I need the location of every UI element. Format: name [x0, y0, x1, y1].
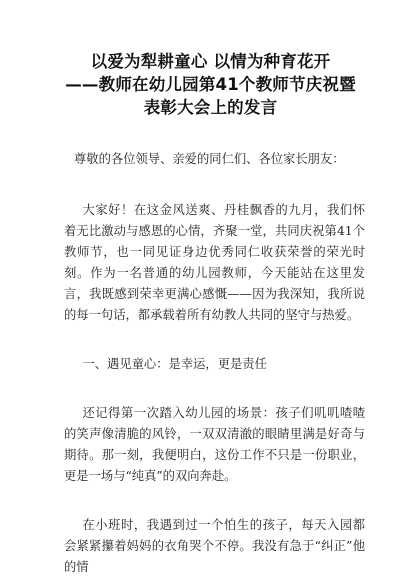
title-line-1: 以爱为犁耕童心 以情为种育花开 [90, 52, 331, 71]
title-line-3: 表彰大会上的发言 [143, 98, 278, 117]
section-heading: 一、遇见童心：是幸运，更是责任 [82, 357, 267, 371]
document-title [50, 50, 371, 119]
paragraph-opening: 大家好！在这金风送爽、丹桂飘香的九月，我们怀着无比激动与感恩的心情，齐聚一堂，共同庆祝第41个教师节，也一同见证身边优秀同仁收获荣誉的荣光时刻。作为一名普通的幼儿园教师，今天能站在这里发言，我既感到荣幸更满心感慨——因为我深知，我所说的每一句话，都承载着所有幼教人共同的坚守与热爱。 [64, 203, 365, 322]
greeting: 尊敬的各位领导、亲爱的同仁们、各位家长朋友： [74, 152, 345, 166]
title-line-2: ——教师在幼儿园第41个教师节庆祝暨 [65, 75, 356, 94]
paragraph-story: 在小班时，我遇到过一个怕生的孩子，每天入园都会紧紧攥着妈妈的衣角哭个不停。我没有急于“纠正”他的情 [64, 518, 365, 574]
paragraph-memory: 还记得第一次踏入幼儿园的场景：孩子们叽叽喳喳的笑声像清脆的风铃，一双双清澈的眼睛里满是好奇与期待。那一刻，我便明白，这份工作不只是一份职业，更是一场与“纯真”的双向奔赴。 [64, 406, 365, 483]
